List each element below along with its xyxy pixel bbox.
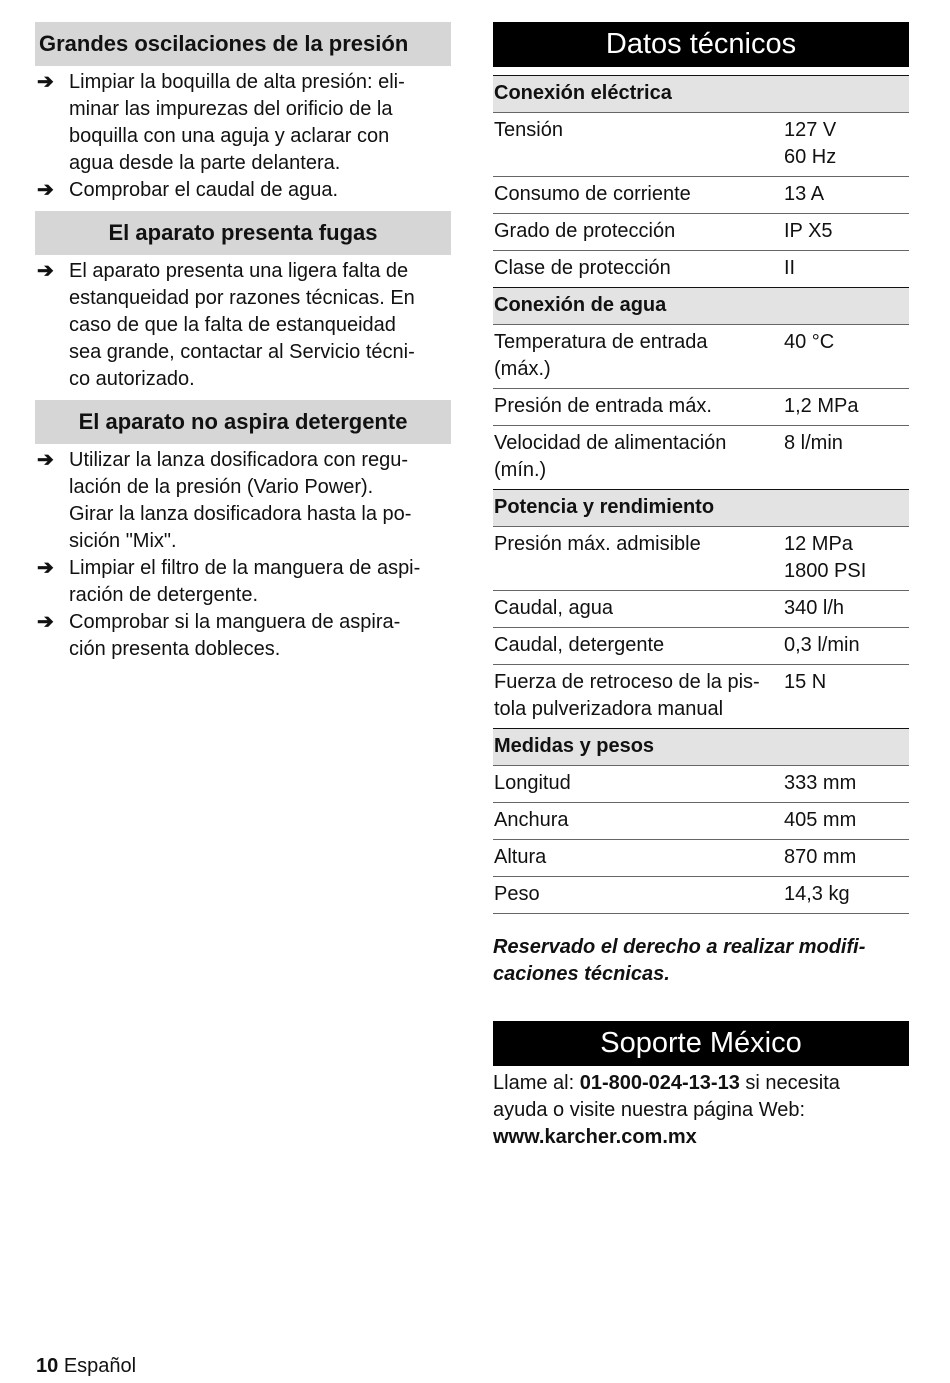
bullet-list bbox=[35, 66, 451, 211]
support-text bbox=[493, 1070, 909, 1151]
table-section-title: Potencia y rendimiento bbox=[493, 490, 909, 527]
table-section-row bbox=[493, 490, 909, 527]
bullet-text: Limpiar la boquilla de alta presión: eli- minar las impurezas del orificio de la boquilla con una aguja y aclarar con agua desde la parte delantera. bbox=[69, 71, 405, 174]
table-label: Longitud bbox=[493, 766, 784, 803]
support-prefix: Llame al: bbox=[493, 1072, 580, 1094]
value-line: 1800 PSI bbox=[784, 560, 867, 582]
table-row bbox=[493, 527, 909, 591]
tech-note: Reservado el derecho a realizar modifi- caciones técnicas. bbox=[493, 936, 866, 985]
table-value bbox=[784, 840, 909, 877]
value-line: 405 mm bbox=[784, 809, 857, 831]
table-value bbox=[784, 113, 909, 177]
table-label: Fuerza de retroceso de la pis- tola pulverizadora manual bbox=[493, 665, 784, 729]
bullet-text: Comprobar si la manguera de aspira- ción presenta dobleces. bbox=[69, 611, 401, 660]
table-label: Consumo de corriente bbox=[493, 177, 784, 214]
technical-column bbox=[493, 22, 909, 1151]
table-section-row bbox=[493, 76, 909, 113]
table-label: Presión máx. admisible bbox=[493, 527, 784, 591]
section-heading: El aparato no aspira detergente bbox=[35, 400, 451, 444]
bullet-item bbox=[35, 555, 451, 609]
bullet-item bbox=[35, 258, 451, 393]
table-row bbox=[493, 214, 909, 251]
table-value bbox=[784, 426, 909, 490]
page-number: 10 bbox=[36, 1355, 59, 1377]
arrow-right-icon: ➔ bbox=[37, 611, 54, 633]
table-value bbox=[784, 251, 909, 288]
table-row bbox=[493, 665, 909, 729]
arrow-right-icon: ➔ bbox=[37, 557, 54, 579]
value-line: 0,3 l/min bbox=[784, 634, 860, 656]
bullet-text: El aparato presenta una ligera falta de estanqueidad por razones técnicas. En caso de que la falta de estanqueidad sea grande, contactar al Servicio técni- co autorizado. bbox=[69, 260, 415, 390]
arrow-right-icon: ➔ bbox=[37, 71, 54, 93]
section-heading: El aparato presenta fugas bbox=[35, 211, 451, 255]
support-section bbox=[493, 1021, 909, 1151]
page-footer bbox=[36, 1353, 136, 1380]
table-row bbox=[493, 426, 909, 490]
table-row bbox=[493, 177, 909, 214]
value-line: IP X5 bbox=[784, 220, 833, 242]
value-line: 15 N bbox=[784, 671, 827, 693]
bullet-list bbox=[35, 255, 451, 400]
value-line: 127 V bbox=[784, 119, 837, 141]
table-row bbox=[493, 840, 909, 877]
value-line: 40 °C bbox=[784, 331, 835, 353]
value-line: 340 l/h bbox=[784, 597, 845, 619]
table-value bbox=[784, 325, 909, 389]
arrow-right-icon: ➔ bbox=[37, 260, 54, 282]
value-line: 1,2 MPa bbox=[784, 395, 859, 417]
table-section-title: Conexión de agua bbox=[493, 288, 909, 325]
support-phone: 01-800-024-13-13 bbox=[579, 1072, 740, 1094]
table-row bbox=[493, 389, 909, 426]
bullet-item bbox=[35, 69, 451, 177]
support-middle: si necesita ayuda o visite nuestra página Web: bbox=[493, 1072, 840, 1121]
table-label: Presión de entrada máx. bbox=[493, 389, 784, 426]
table-section-row bbox=[493, 729, 909, 766]
table-section-title: Conexión eléctrica bbox=[493, 76, 909, 113]
table-value bbox=[784, 214, 909, 251]
table-label: Peso bbox=[493, 877, 784, 914]
table-section-row bbox=[493, 288, 909, 325]
value-line: 333 mm bbox=[784, 772, 857, 794]
value-line: 8 l/min bbox=[784, 432, 843, 454]
table-value bbox=[784, 527, 909, 591]
arrow-right-icon: ➔ bbox=[37, 179, 54, 201]
table-label: Clase de protección bbox=[493, 251, 784, 288]
table-row bbox=[493, 113, 909, 177]
footer-language: Español bbox=[63, 1355, 137, 1377]
table-label: Temperatura de entrada (máx.) bbox=[493, 325, 784, 389]
table-label: Caudal, agua bbox=[493, 591, 784, 628]
bullet-text: Utilizar la lanza dosificadora con regu- lación de la presión (Vario Power). Girar la lanza dosificadora hasta la po- sición "Mix". bbox=[69, 449, 412, 552]
troubleshooting-column bbox=[35, 22, 451, 670]
support-heading: Soporte México bbox=[493, 1021, 909, 1066]
bullet-item bbox=[35, 609, 451, 663]
table-value bbox=[784, 177, 909, 214]
value-line: 13 A bbox=[784, 183, 825, 205]
table-value bbox=[784, 389, 909, 426]
bullet-item bbox=[35, 447, 451, 555]
bullet-list bbox=[35, 444, 451, 670]
value-line: 12 MPa bbox=[784, 533, 853, 555]
table-row bbox=[493, 766, 909, 803]
table-label: Caudal, detergente bbox=[493, 628, 784, 665]
table-value bbox=[784, 665, 909, 729]
table-value bbox=[784, 591, 909, 628]
table-row bbox=[493, 591, 909, 628]
table-label: Anchura bbox=[493, 803, 784, 840]
table-label: Grado de protección bbox=[493, 214, 784, 251]
value-line: 60 Hz bbox=[784, 146, 837, 168]
table-row bbox=[493, 251, 909, 288]
table-value bbox=[784, 877, 909, 914]
table-label: Velocidad de alimentación (mín.) bbox=[493, 426, 784, 490]
arrow-right-icon: ➔ bbox=[37, 449, 54, 471]
bullet-text: Limpiar el filtro de la manguera de aspi- ración de detergente. bbox=[69, 557, 421, 606]
value-line: 870 mm bbox=[784, 846, 857, 868]
tech-data-table bbox=[493, 75, 909, 914]
table-value bbox=[784, 766, 909, 803]
section-heading: Grandes oscilaciones de la presión bbox=[35, 22, 451, 66]
table-row bbox=[493, 628, 909, 665]
support-website: www.karcher.com.mx bbox=[493, 1126, 697, 1148]
table-row bbox=[493, 325, 909, 389]
table-row bbox=[493, 877, 909, 914]
table-section-title: Medidas y pesos bbox=[493, 729, 909, 766]
value-line: 14,3 kg bbox=[784, 883, 850, 905]
table-label: Altura bbox=[493, 840, 784, 877]
value-line: II bbox=[784, 257, 796, 279]
bullet-item bbox=[35, 177, 451, 204]
table-value bbox=[784, 803, 909, 840]
table-value bbox=[784, 628, 909, 665]
tech-data-heading: Datos técnicos bbox=[493, 22, 909, 67]
bullet-text: Comprobar el caudal de agua. bbox=[69, 179, 339, 201]
table-row bbox=[493, 803, 909, 840]
table-label: Tensión bbox=[493, 113, 784, 177]
